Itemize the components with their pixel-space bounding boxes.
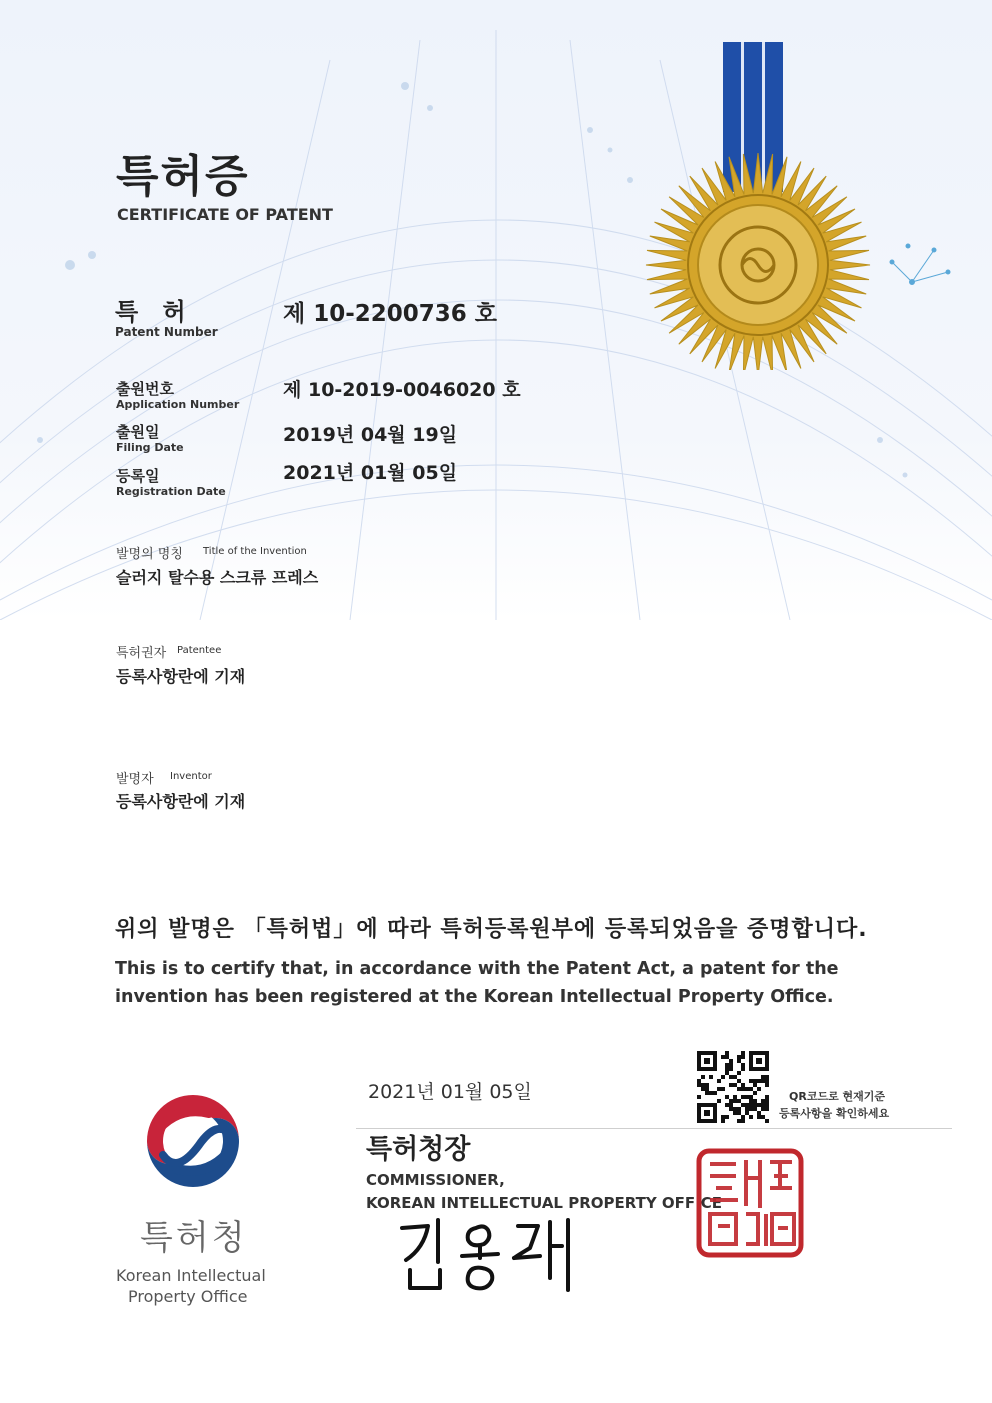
invention-title-label-en: Title of the Invention xyxy=(203,546,307,557)
commissioner-title-en-line2: KOREAN INTELLECTUAL PROPERTY OFFICE xyxy=(366,1194,723,1212)
inventor-value: 등록사항란에 기재 xyxy=(116,792,246,811)
issue-date: 2021년 01월 05일 xyxy=(368,1081,532,1103)
patent-number-label-en: Patent Number xyxy=(115,325,218,339)
page-subtitle: CERTIFICATE OF PATENT xyxy=(117,205,333,224)
commissioner-title-kr: 특허청장 xyxy=(366,1134,471,1165)
patentee-value: 등록사항란에 기재 xyxy=(116,667,246,686)
signature-icon xyxy=(398,1218,598,1293)
invention-title-value: 슬러지 탈수용 스크류 프레스 xyxy=(116,568,319,587)
patentee-label: 특허권자 xyxy=(116,646,167,661)
commissioner-title-en-line1: COMMISSIONER, xyxy=(366,1171,505,1189)
filing-date-label: 출원일 xyxy=(116,423,160,441)
patent-number-label: 특 허 xyxy=(115,298,194,326)
invention-title-label: 발명의 명칭 xyxy=(116,547,183,562)
patent-number-value: 제 10-2200736 호 xyxy=(283,301,498,327)
office-name-en-line1: Korean Intellectual xyxy=(116,1266,266,1285)
certification-statement-kr: 위의 발명은 「특허법」에 따라 특허등록원부에 등록되었음을 증명합니다. xyxy=(115,917,868,942)
office-name-en-line2: Property Office xyxy=(128,1287,248,1306)
filing-date-label-en: Filing Date xyxy=(116,441,184,454)
office-name-kr: 특허청 xyxy=(140,1218,248,1258)
taegeuk-logo-icon xyxy=(137,1085,249,1197)
inventor-label-en: Inventor xyxy=(170,771,212,782)
patentee-label-en: Patentee xyxy=(177,645,222,656)
red-seal-stamp-icon xyxy=(696,1148,804,1258)
page-title: 특허증 xyxy=(116,151,250,202)
gold-medal-icon xyxy=(640,40,880,370)
application-number-label: 출원번호 xyxy=(116,380,174,398)
registration-date-value: 2021년 01월 05일 xyxy=(283,462,458,484)
inventor-label: 발명자 xyxy=(116,772,154,787)
certification-statement-en: This is to certify that, in accordance with the Patent Act, a patent for the invention has been registered at the Korean Intellectual Property Office. xyxy=(115,959,839,1007)
qr-note-line2: 등록사항을 확인하세요 xyxy=(779,1107,890,1120)
qr-note-line1: QR코드로 현재기준 xyxy=(789,1090,886,1103)
registration-date-label: 등록일 xyxy=(116,467,160,485)
application-number-label-en: Application Number xyxy=(116,398,240,411)
filing-date-value: 2019년 04월 19일 xyxy=(283,424,458,446)
qr-code-icon xyxy=(697,1051,769,1123)
registration-date-label-en: Registration Date xyxy=(116,485,226,498)
application-number-value: 제 10-2019-0046020 호 xyxy=(283,379,521,401)
